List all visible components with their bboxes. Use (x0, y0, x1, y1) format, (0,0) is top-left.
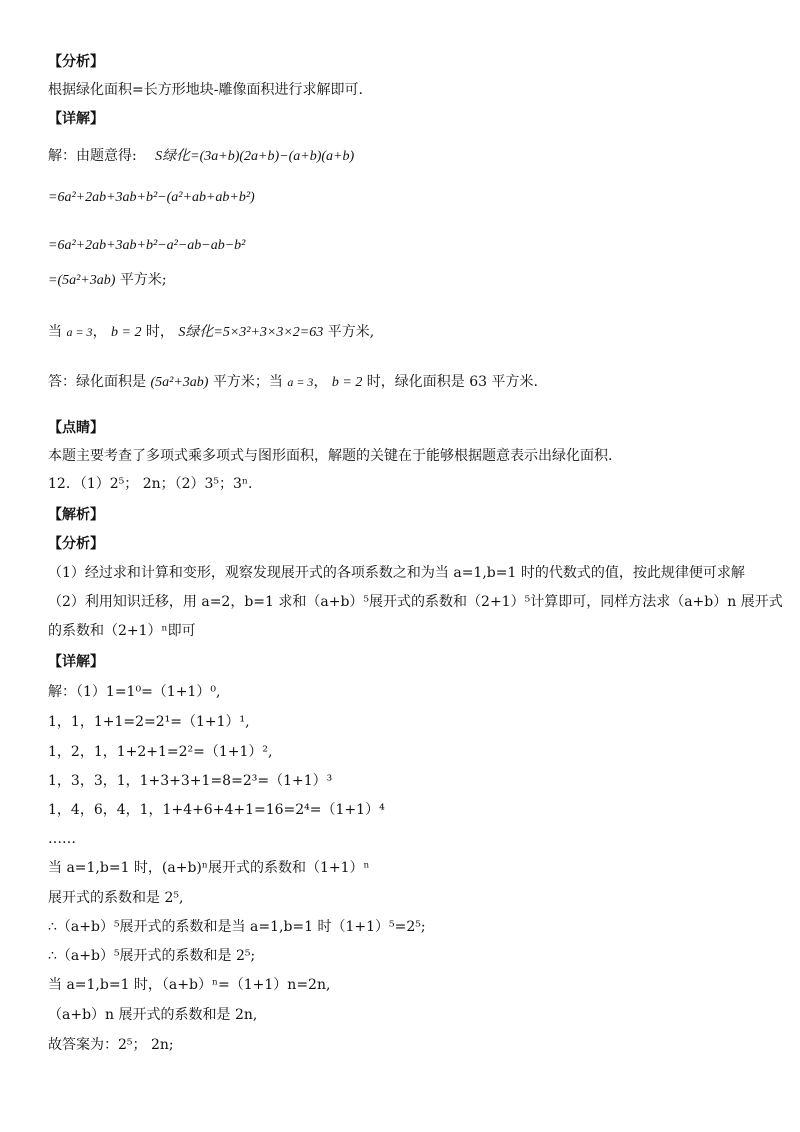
answer-mid: 平方米；当 (212, 374, 283, 390)
detail-row-4: 1，3，3，1，1+3+3+1=8=2³=（1+1）³ (48, 773, 333, 789)
a-value: a = 3 (66, 325, 93, 339)
simplified-result-line (48, 270, 760, 291)
detail-row-8: ∴（a+b）⁵展开式的系数和是当 a=1,b=1 时（1+1）⁵=2⁵; (48, 919, 426, 935)
answer-expression: (5a²+3ab) (150, 375, 209, 390)
area-calculation: S绿化=5×3²+3×3×2=63 (178, 325, 324, 340)
area-unit: 平方米, (327, 324, 375, 340)
q12-answer-line: 12．（1）2⁵； 2n；（2）3⁵；3ⁿ. (48, 476, 253, 492)
detail-row-5: 1，4，6，4，1，1+4+6+4+1=16=2⁴=（1+1）⁴ (48, 802, 385, 818)
detail-row-9: ∴（a+b）⁵展开式的系数和是 2⁵; (48, 948, 256, 964)
answer-line: 答：绿化面积是 (5a²+3ab) 平方米；当 a = 3， b = 2 时，绿化面积是 63 平方米. (48, 374, 538, 390)
detail-row-10: 当 a=1,b=1 时，（a+b）ⁿ=（1+1）n=2n, (48, 977, 331, 993)
time-word: 时， (145, 324, 174, 340)
detail-heading: 【详解】 (48, 111, 104, 127)
solution-start-line (48, 146, 760, 167)
unit-label: 平方米; (119, 272, 167, 288)
detail-row-1: 解：（1）1=1⁰=（1+1）⁰, (48, 684, 221, 700)
b-value: b = 2 (111, 325, 142, 340)
solution-label: 解：由题意得: (48, 148, 137, 164)
final-answer: 故答案为：2⁵； 2n; (48, 1037, 174, 1053)
q12-analysis-1: （1）经过求和计算和变形，观察发现展开式的各项系数之和为当 a=1,b=1 时的代数式的值，按此规律便可求解 (48, 565, 745, 581)
analysis-heading: 【分析】 (48, 54, 104, 70)
ellipsis: …… (48, 831, 76, 847)
answer-b-value: b = 2 (331, 375, 363, 390)
q12-analysis-2: （2）利用知识迁移，用 a=2，b=1 求和（a+b）⁵展开式的系数和（2+1）⁵计算即可，同样方法求（a+b）n 展开式 (48, 594, 783, 610)
q12-analysis-3: 的系数和（2+1）ⁿ即可 (48, 623, 196, 639)
area-expression: S绿化=(3a+b)(2a+b)−(a+b)(a+b) (155, 149, 355, 164)
parse-heading: 【解析】 (48, 507, 104, 523)
comment-text: 本题主要考查了多项式乘多项式与图形面积，解题的关键在于能够根据题意表示出绿化面积. (48, 448, 613, 464)
comment-heading: 【点睛】 (48, 420, 104, 436)
answer-a-value: a = 3 (287, 375, 314, 389)
substitution-line: 当 a = 3， b = 2 时， S绿化=5×3²+3×3×2=63 平方米, (48, 324, 375, 340)
expansion-step-2: =6a²+2ab+3ab+b²−a²−ab−ab−b² (48, 238, 246, 253)
answer-tail: 时，绿化面积是 63 平方米. (366, 374, 538, 390)
analysis-text: 根据绿化面积=长方形地块-雕像面积进行求解即可. (48, 82, 363, 98)
answer-prefix: 答：绿化面积是 (48, 374, 146, 390)
q12-detail-heading: 【详解】 (48, 654, 104, 670)
when-label: 当 (48, 324, 62, 340)
detail-row-6: 当 a=1,b=1 时，(a+b)ⁿ展开式的系数和（1+1）ⁿ (48, 860, 370, 876)
simplified-expression: =(5a²+3ab) (48, 273, 116, 288)
detail-row-11: （a+b）n 展开式的系数和是 2n, (48, 1007, 258, 1023)
detail-row-7: 展开式的系数和是 2⁵, (48, 890, 184, 906)
detail-row-2: 1，1，1+1=2=2¹=（1+1）¹, (48, 714, 250, 730)
q12-analysis-heading: 【分析】 (48, 536, 104, 552)
detail-row-3: 1，2，1，1+2+1=2²=（1+1）², (48, 744, 273, 760)
expansion-step-1: =6a²+2ab+3ab+b²−(a²+ab+ab+b²) (48, 190, 255, 205)
